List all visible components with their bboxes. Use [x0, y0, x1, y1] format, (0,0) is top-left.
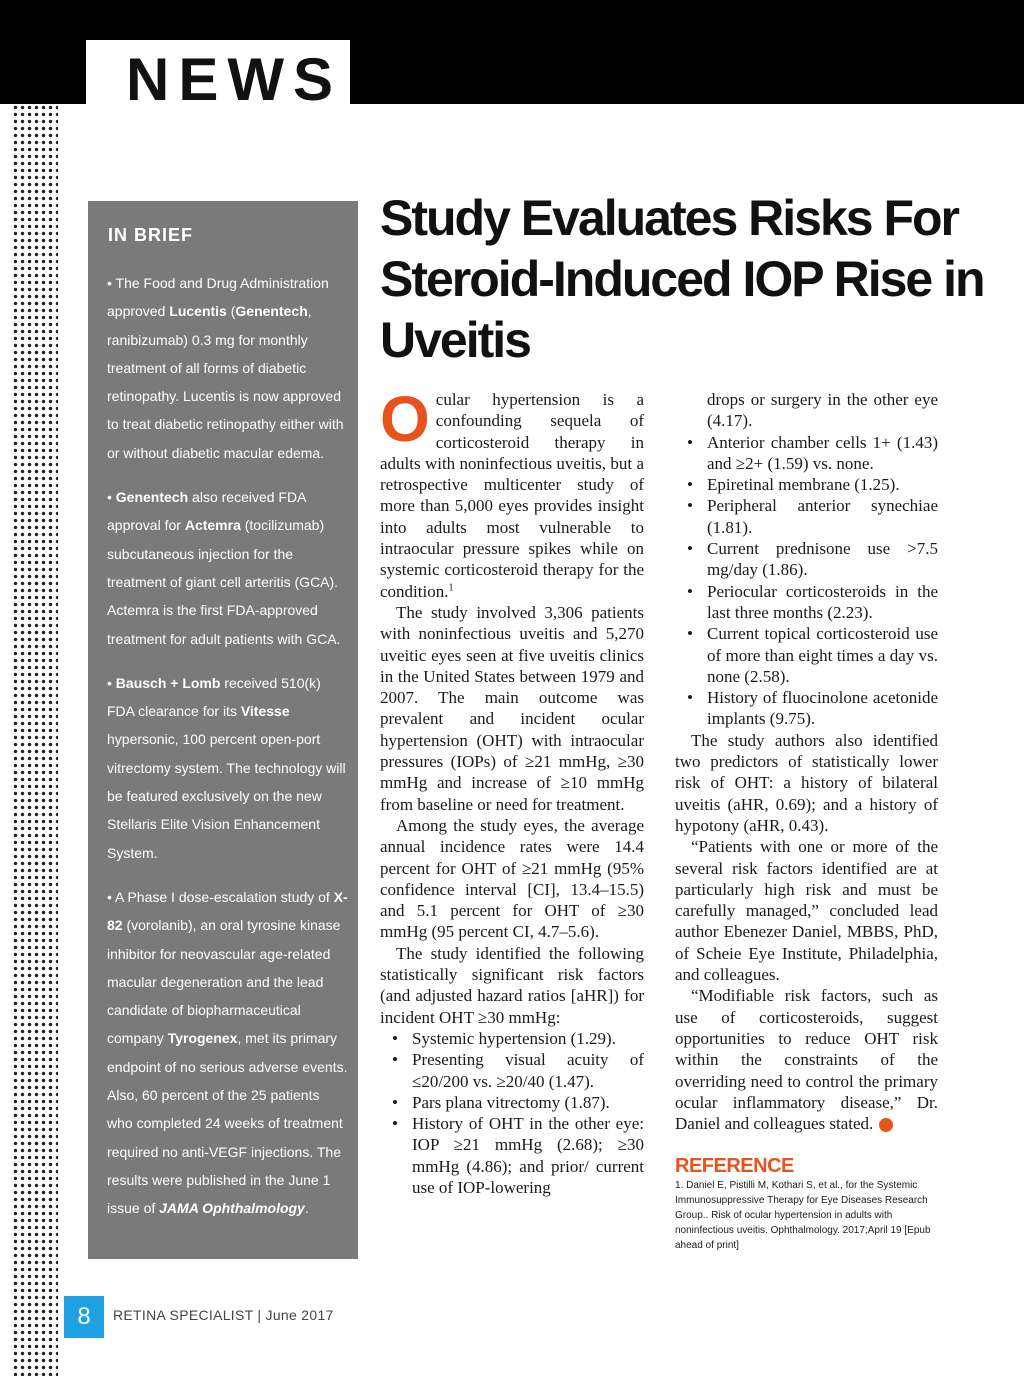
section-label: NEWS: [126, 46, 342, 113]
brief-run: JAMA Ophthalmology: [159, 1200, 305, 1217]
brief-run: , met its primary endpoint of no serious adverse events. Also, 60 percent of the 25 patients who completed 24 weeks of treatment required no anti-VEGF injections. The results were published in the June 1 issue of: [107, 1030, 348, 1217]
list-item: • Current prednisone use >7.5 mg/day (1.86).: [675, 538, 938, 581]
page-number: 8: [64, 1296, 104, 1338]
list-item: • Presenting visual acuity of ≤20/200 vs. ≥20/40 (1.47).: [380, 1049, 644, 1092]
paragraph-5: The study authors also identified two predictors of statistically lower risk of OHT: a history of bilateral uveitis (aHR, 0.69); and a history of hypotony (aHR, 0.43).: [675, 730, 938, 835]
paragraph-7: [675, 985, 938, 1134]
sidebar-body: [107, 269, 349, 1239]
list-item: • Periocular corticosteroids in the last three months (2.23).: [675, 581, 938, 624]
brief-run: also received FDA approval for: [107, 489, 306, 534]
brief-run: received 510(k) FDA clearance for its: [107, 674, 321, 720]
footnote-marker: 1: [448, 582, 454, 594]
brief-run: • The Food and Drug Administration approved: [107, 275, 329, 320]
list-item: • History of fluocinolone acetonide implants (9.75).: [675, 687, 938, 730]
brief-run: Genentech: [235, 303, 308, 320]
dot-pattern-border: [12, 104, 58, 1376]
brief-run: hypersonic, 100 percent open-port vitrectomy system. The technology will be featured exclusively on the new Stellaris Elite Vision Enhancement System.: [107, 731, 346, 861]
paragraph-3: Among the study eyes, the average annual incidence rates were 14.4 percent for OHT of ≥21 mmHg (95% confidence interval [CI], 13.4–15.5) and 5.1 percent for OHT of ≥30 mmHg (95 percent CI, 4.7–5.6).: [380, 815, 644, 942]
brief-run: Vitesse: [240, 703, 290, 720]
sidebar-heading: IN BRIEF: [108, 225, 194, 245]
brief-run: • A Phase I dose-escalation study of: [107, 888, 334, 905]
brief-run: Tyrogenex: [167, 1030, 238, 1047]
section-tab: [86, 40, 350, 112]
brief-run: Lucentis: [169, 303, 227, 320]
intro-paragraph: [380, 383, 644, 602]
brief-run: •: [107, 489, 116, 506]
in-brief-sidebar: [88, 201, 358, 1259]
brief-item: [107, 669, 349, 867]
list-item: • Current topical corticosteroid use of more than eight times a day vs. none (2.58).: [675, 623, 938, 687]
brief-run: (: [226, 303, 236, 320]
list-item: • Systemic hypertension (1.29).: [380, 1028, 644, 1049]
brief-run: X-82: [107, 888, 348, 934]
article-column-2: [675, 389, 938, 1134]
risk-factor-list-1: [380, 1028, 644, 1198]
brief-item: [107, 269, 349, 467]
brief-run: Bausch + Lomb: [115, 674, 221, 691]
paragraph-2: The study involved 3,306 patients with noninfectious uveitis and 5,270 uveitic eyes seen at five uveitis clinics in the United States between 1979 and 2007. The main outcome was prevalent and incident ocular hypertension (OHT) with intraocular pressures (IOPs) of ≥21 mmHg, ≥30 mmHg and increase of ≥10 mmHg from baseline or need for treatment.: [380, 602, 644, 814]
list-item: • Pars plana vitrectomy (1.87).: [380, 1092, 644, 1113]
end-mark-icon: RS: [879, 1118, 893, 1132]
list-item: • History of OHT in the other eye: IOP ≥21 mmHg (2.68); ≥30 mmHg (4.86); and prior/ current use of IOP-lowering: [380, 1113, 644, 1198]
brief-run: •: [107, 674, 116, 691]
drop-cap: O: [380, 383, 430, 455]
intro-text: cular hypertension is a confounding sequela of corticosteroid therapy in adults with noninfectious uveitis, but a retrospective multicenter study of more than 5,000 eyes provides insight into adults most vulnerable to intraocular pressure spikes while on systemic corticosteroid therapy for the condition.: [380, 390, 644, 601]
paragraph-4: The study identified the following statistically significant risk factors (and adjusted hazard ratios [aHR]) for incident OHT ≥30 mmHg:: [380, 943, 644, 1027]
article-headline: Study Evaluates Risks For Steroid-Induced IOP Rise in Uveitis: [380, 190, 984, 368]
list-item: • Epiretinal membrane (1.25).: [675, 474, 938, 495]
list-item-continuation: drops or surgery in the other eye (4.17).: [707, 390, 938, 431]
list-item: • Peripheral anterior synechiae (1.81).: [675, 495, 938, 538]
list-item: • Anterior chamber cells 1+ (1.43) and ≥2+ (1.59) vs. none.: [675, 432, 938, 475]
paragraph-7-text: “Modifiable risk factors, such as use of corticosteroids, suggest opportunities to reduce OHT risk within the constraints of the overriding need to control the primary ocular inflammatory disease,” Dr. Daniel and colleagues stated.: [675, 986, 938, 1134]
brief-item: [107, 883, 349, 1223]
brief-run: (vorolanib), an oral tyrosine kinase inhibitor for neovascular age-related macular degeneration and the lead candidate of biopharmaceutical company: [107, 917, 341, 1047]
brief-run: , ranibizumab) 0.3 mg for monthly treatment of all forms of diabetic retinopathy. Lucentis is now approved to treat diabetic retinopathy either with or without diabetic macular edema.: [107, 303, 344, 461]
brief-run: Genentech: [115, 489, 189, 506]
reference-heading: REFERENCE: [675, 1155, 794, 1177]
article-column-1: [380, 383, 644, 1198]
brief-item: [107, 483, 349, 653]
paragraph-6: “Patients with one or more of the several risk factors identified are at particularly high risk and must be carefully managed,” concluded lead author Ebenezer Daniel, MBBS, PhD, of Scheie Eye Institute, Philadelphia, and colleagues.: [675, 837, 938, 985]
brief-run: .: [304, 1200, 309, 1217]
brief-run: (tocilizumab) subcutaneous injection for the treatment of giant cell arteritis (GCA). Actemra is the first FDA-approved treatment for adult patients with GCA.: [107, 517, 341, 647]
brief-run: Actemra: [184, 517, 241, 534]
footer-publication: RETINA SPECIALIST | June 2017: [113, 1307, 334, 1323]
reference-text: 1. Daniel E, Pistilli M, Kothari S, et al., for the Systemic Immunosuppressive Therapy for Eye Diseases Research Group.. Risk of ocular hypertension in adults with noninfectious uveitis. Ophthalmology. 2017;April 19 [Epub ahead of print]: [675, 1180, 931, 1251]
risk-factor-list-2: [675, 432, 938, 730]
